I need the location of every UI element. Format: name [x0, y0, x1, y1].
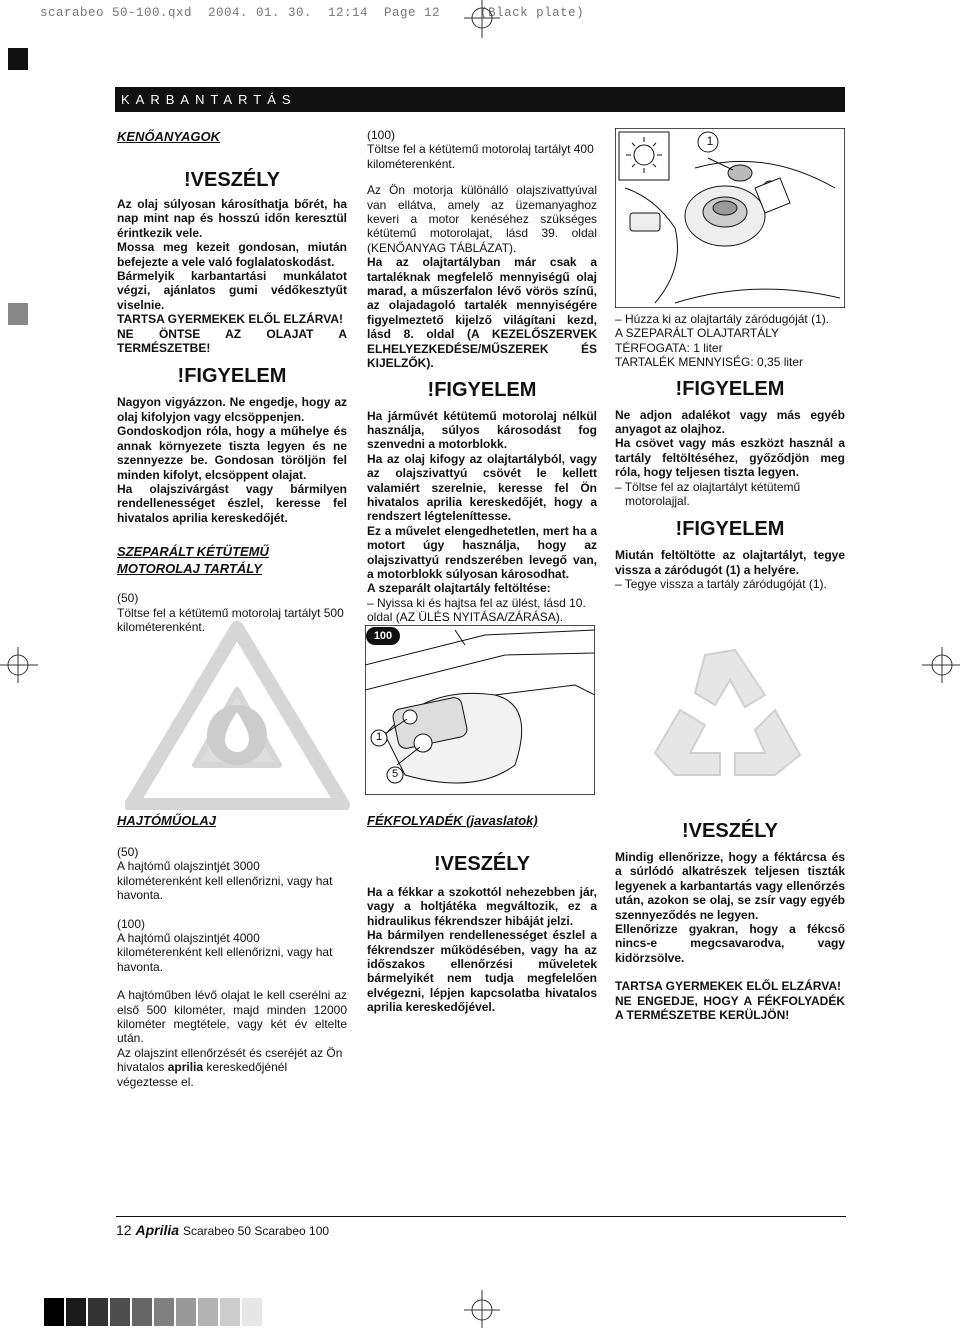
model-code-50: (50): [117, 591, 139, 606]
warning-line: Ellenőrizze gyakran, hogy a fékcső nincs-e megcsavarodva, vagy kidörzsölve.: [615, 922, 845, 965]
model-code-100: (100): [117, 916, 146, 931]
warning-line: Mindig ellenőrizze, hogy a féktárcsa és a súrlódó alkatrészek teljesen tiszták legyenek a karbantartás vagy ellenőrzés után, azokon se olaj, se zsír vagy egyéb szennyeződés ne legyen.: [615, 850, 845, 922]
recycle-icon: [615, 635, 845, 795]
bottom-column-3: [615, 818, 845, 1022]
step-replace-cap: – Tegye vissza a tartály záródugóját (1).: [615, 577, 827, 592]
gear-oil-text-50: A hajtómű olajszintjét 3000 kilométerenként kell ellenőrizni, vagy hat havonta.: [117, 859, 333, 903]
caution-text: [615, 408, 845, 480]
warning-line: Bármelyik karbantartási munkálatot végzi, ajánlatos gumi védőkesztyűt viselnie.: [117, 269, 347, 312]
caution-line: Ha járművét kétütemű motorolaj nélkül használja, súlyos károsodást fog szenvedni a motorblokk.: [367, 408, 597, 452]
caution-line: Miután feltöltötte az olajtartályt, tegye vissza a záródugót (1) a helyére.: [615, 548, 845, 577]
warning-line: NE ÖNTSE AZ OLAJAT A TERMÉSZETBE!: [117, 326, 347, 356]
warning-heading: !VESZÉLY: [184, 169, 280, 191]
caution-text: [117, 395, 347, 525]
oil-warning-triangle-icon: [125, 620, 350, 810]
warning-text: [367, 885, 597, 1015]
swatch: [198, 1298, 218, 1326]
oil-pump-text: Az Ön motorja különálló olajszivattyúval van ellátva, amely az üzemanyaghoz keveri a motor kenéséhez szükséges kétütemű motorolajat, lásd 39. oldal (KENŐANYAG TÁBLÁZAT).: [367, 183, 597, 255]
crop-mark-left-icon: [0, 645, 40, 685]
swatch: [220, 1298, 240, 1326]
swatch: [176, 1298, 196, 1326]
figure-callout-label: 5: [391, 768, 399, 780]
warning-line: NE ENGEDJE, HOGY A FÉKFOLYADÉK A TERMÉSZETBE KERÜLJÖN!: [615, 993, 845, 1023]
step-fill-tank: – Töltse fel az olajtartályt kétütemű motorolajjal.: [615, 479, 801, 509]
reserve-capacity: TARTALÉK MENNYISÉG: 0,35 liter: [615, 355, 804, 370]
caution-line: Gondoskodjon róla, hogy a műhelye és annak környezete tiszta legyen és ne szennyezze be. Gondosan töröljön fel minden kifolyt, elcsöppent olajat.: [117, 424, 347, 482]
registration-square-top: [8, 48, 28, 70]
registration-square-middle: [8, 303, 28, 325]
warning-line: TARTSA GYERMEKEK ELŐL ELZÁRVA!: [117, 312, 344, 327]
footer-models: Scarabeo 50 Scarabeo 100: [182, 1224, 330, 1238]
crop-mark-top-icon: [462, 0, 502, 40]
caution-heading: !FIGYELEM: [675, 377, 785, 400]
swatch: [88, 1298, 108, 1326]
reserve-indicator-text: Ha az olajtartályban már csak a tartaléknak megfelelő mennyiségű olaj marad, a műszerfalon lévő vörös színű, az olajadagoló tartalék mennyiségére figyelmeztető kijelző világítani kezd, lásd 8. oldal (A KEZELŐSZERVEK ELHELYEZKEDÉSE/MŰSZEREK ÉS KIJELZŐK).: [367, 255, 597, 371]
caution-line: Ha olajszivárgást vagy bármilyen rendellenességet észlel, keresse fel hivatalos aprilia kereskedőjét.: [117, 481, 347, 525]
caution-line: Ne adjon adalékot vagy más egyéb anyagot az olajhoz.: [615, 407, 845, 437]
column-2: [367, 128, 597, 625]
section-title-lubricants: KENŐANYAGOK: [117, 129, 221, 144]
caution-text: [615, 548, 845, 577]
page-footer: [116, 1222, 329, 1238]
crop-mark-bottom-icon: [462, 1290, 502, 1328]
swatch: [110, 1298, 130, 1326]
refill-text-100: Töltse fel a kétütemű motorolaj tartályt 400 kilométerenként.: [367, 142, 594, 171]
gear-oil-text-100: A hajtómű olajszintjét 4000 kilométerenként kell ellenőrizni, vagy hat havonta.: [117, 931, 333, 974]
figure-badge-100: 100: [366, 627, 400, 645]
swatch: [66, 1298, 86, 1326]
figure-callout-label: 1: [375, 731, 383, 743]
swatch: [44, 1298, 64, 1326]
section-title-separate-tank: SZEPARÁLT KÉTÜTEMŰ: [117, 544, 269, 560]
column-1: [117, 128, 347, 634]
bottom-column-2: [367, 812, 597, 1015]
warning-text: [615, 850, 845, 1022]
caution-line: A szeparált olajtartály feltöltése:: [367, 581, 551, 596]
warning-line: Ha bármilyen rendellenességet észlel a fékrendszer működésében, vagy ha az időszakos ellenőrzési műveletek bármelyikét nem tudja megfelelően elvégezni, lépjen kapcsolatba hivatalos aprilia kereskedőjével.: [367, 928, 597, 1015]
refill-text-50: Töltse fel a kétütemű motorolaj tartályt 500 kilométerenként.: [117, 605, 344, 634]
section-title-separate-tank-2: MOTOROLAJ TARTÁLY: [117, 561, 262, 577]
warning-line: TARTSA GYERMEKEK ELŐL ELZÁRVA!: [615, 979, 842, 994]
section-title-brake-fluid: FÉKFOLYADÉK (javaslatok): [367, 813, 538, 828]
caution-line: Nagyon vigyázzon. Ne engedje, hogy az olaj kifolyjon vagy elcsöppenjen.: [117, 395, 347, 424]
tank-capacity: A SZEPARÁLT OLAJTARTÁLY TÉRFOGATA: 1 liter: [615, 326, 779, 355]
caution-line: Ha csövet vagy más eszközt használ a tartály feltöltéséhez, győződjön meg róla, hogy teljesen tiszta legyen.: [615, 436, 845, 480]
warning-line: Ha a fékkar a szokottól nehezebben jár, vagy a holtjátéka megváltozik, ez a hidraulikus fékrendszer hibáját jelzi.: [367, 885, 597, 928]
caution-heading: !FIGYELEM: [177, 365, 287, 388]
brand-name: aprilia: [167, 1060, 204, 1075]
gear-oil-dealer-text: [117, 1046, 347, 1089]
bottom-column-1: [117, 812, 347, 1089]
print-slug: scarabeo 50-100.qxd 2004. 01. 30. 12:14 Page 12 (Black plate): [40, 6, 585, 20]
footer-rule: [116, 1216, 846, 1217]
warning-heading: !VESZÉLY: [434, 853, 530, 875]
swatch: [132, 1298, 152, 1326]
caution-line: Ha az olaj kifogy az olajtartályból, vagy az olajszivattyú csövét le kellett valamiért szerelnie, keresse fel Ön hivatalos aprilia kereskedőjét, hogy a rendszert légteleníttesse.: [367, 451, 597, 524]
warning-text: [117, 197, 347, 355]
gear-oil-change-text: A hajtóműben lévő olajat le kell cserélni az első 500 kilométer, majd minden 12000 kilométer megtétele, vagy két év eltelte után.: [117, 988, 347, 1046]
column-3: [615, 312, 845, 592]
model-code-50: (50): [117, 845, 139, 859]
footer-brand: Aprilia: [135, 1222, 180, 1238]
caution-text: [367, 409, 597, 596]
warning-line: Az olaj súlyosan károsíthatja bőrét, ha nap mint nap és hosszú időn keresztül érintkezik vele.: [117, 197, 347, 240]
figure-callout-label: 1: [706, 134, 714, 148]
model-code-100: (100): [367, 128, 396, 142]
section-title-gear-oil: HAJTÓMŰOLAJ: [117, 813, 216, 828]
crop-mark-right-icon: [922, 645, 960, 685]
oil-tank-cap-illustration: [615, 128, 845, 308]
swatch: [154, 1298, 174, 1326]
gear-oil-dealer-text-c: kereskedőjénél végeztesse el.: [117, 1060, 288, 1089]
section-header-bar: [115, 87, 845, 112]
gear-oil-dealer-text-a: Az olajszint ellenőrzését és cseréjét az Ön hivatalos: [117, 1045, 343, 1075]
caution-heading: !FIGYELEM: [427, 378, 537, 401]
swatch: [242, 1298, 262, 1326]
warning-heading: !VESZÉLY: [682, 820, 778, 842]
section-header-title: KARBANTARTÁS: [121, 92, 297, 107]
page-number: 12: [116, 1222, 132, 1238]
step-open-seat: – Nyissa ki és hajtsa fel az ülést, lásd 10. oldal (AZ ÜLÉS NYITÁSA/ZÁRÁSA).: [367, 595, 586, 625]
warning-line: Mossa meg kezeit gondosan, miután befejezte a vele való foglalatoskodást.: [117, 240, 347, 269]
caution-line: Ez a művelet elengedhetetlen, mert ha a motort úgy használja, hogy az olajszivattyú rendszerében levegő van, a motorblokk súlyosan károsodhat.: [367, 523, 597, 581]
caution-heading: !FIGYELEM: [675, 518, 785, 541]
step-remove-cap: – Húzza ki az olajtartály záródugóját (1).: [615, 312, 830, 326]
